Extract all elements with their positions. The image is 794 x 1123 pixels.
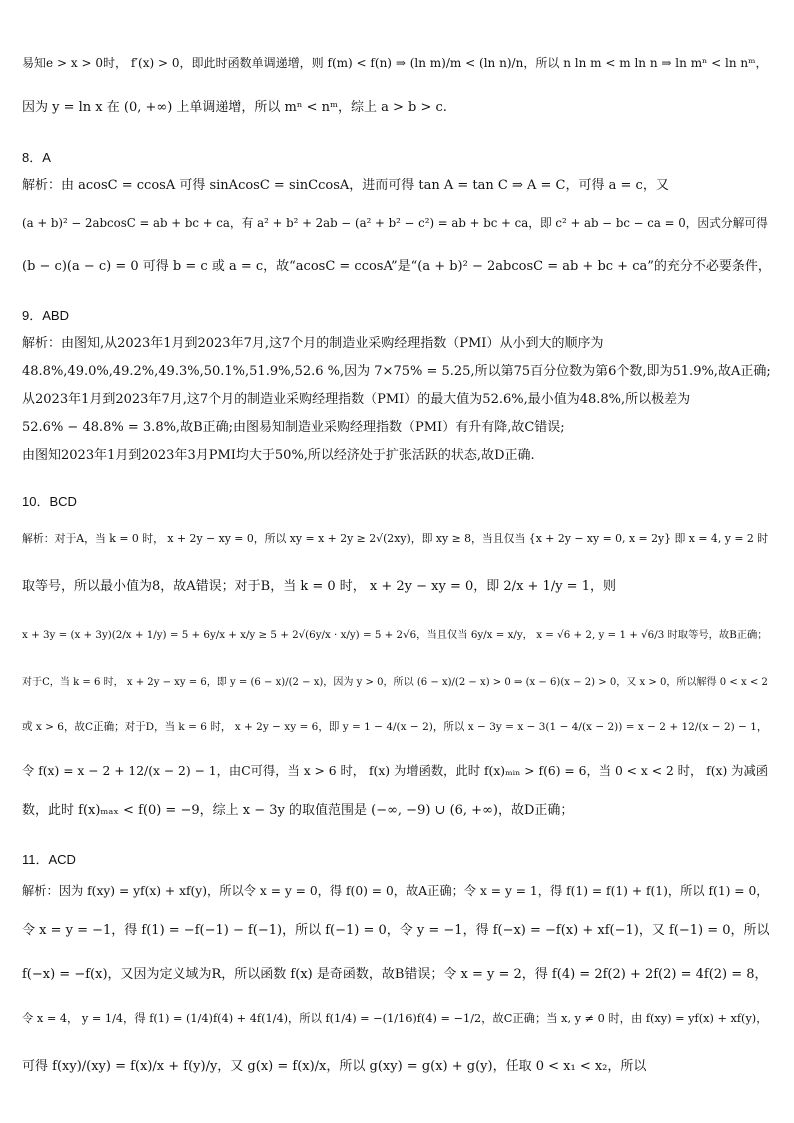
text-line: (b − c)(a − c) = 0 可得 b = c 或 a = c，故“acosC = ccosA”是“(a + b)² − 2abcosC = ab + bc + ca”的充分不必要条件， bbox=[22, 259, 771, 274]
text-line: 解析：由 acosC = ccosA 可得 sinAcosC = sinCcosA，进而可得 tan A = tan C ⇒ A = C，可得 a = c，又 bbox=[22, 178, 669, 193]
question-heading-9: 9．ABD bbox=[22, 308, 69, 323]
text-line: 由图知2023年1月到2023年3月PMI均大于50%,所以经济处于扩张活跃的状态,故D正确. bbox=[22, 448, 535, 463]
text-line: 数，此时 f(x)ₘₐₓ < f(0) = −9，综上 x − 3y 的取值范围是 (−∞, −9) ∪ (6, +∞)，故D正确； bbox=[22, 803, 574, 818]
question-heading-8: 8．A bbox=[22, 150, 51, 165]
text-line: 易知e > x > 0时， f′(x) > 0，即此时函数单调递增，则 f(m) < f(n) ⇒ (ln m)/m < (ln n)/n，所以 n ln m < m ln n ⇒ ln mⁿ < ln nᵐ， bbox=[22, 56, 768, 70]
text-line: 52.6% − 48.8% = 3.8%,故B正确;由图易知制造业采购经理指数（PMI）有升有降,故C错误; bbox=[22, 420, 565, 435]
text-line: 因为 y = ln x 在 (0, +∞) 上单调递增，所以 mⁿ < nᵐ，综上 a > b > c. bbox=[22, 100, 447, 115]
text-line: 令 f(x) = x − 2 + 12/(x − 2) − 1，由C可得，当 x > 6 时， f(x) 为增函数，此时 f(x)ₘᵢₙ > f(6) = 6，当 0 < x < 2 时， f(x) 为减函 bbox=[22, 764, 769, 778]
text-line: f(−x) = −f(x)，又因为定义域为R，所以函数 f(x) 是奇函数，故B错误；令 x = y = 2，得 f(4) = 2f(2) + 2f(2) = 4f(2) = 8， bbox=[22, 967, 768, 982]
text-line: 解析：对于A，当 k = 0 时， x + 2y − xy = 0，所以 xy = x + 2y ≥ 2√(2xy)，即 xy ≥ 8，当且仅当 {x + 2y − xy = 0, x = 2y} 即 x = 4, y = 2 时 bbox=[22, 532, 769, 545]
text-line: 48.8%,49.0%,49.2%,49.3%,50.1%,51.9%,52.6 %,因为 7×75% = 5.25,所以第75百分位数为第6个数,即为51.9%,故A正确; bbox=[22, 364, 771, 379]
question-heading-11: 11．ACD bbox=[22, 852, 76, 867]
text-line: 令 x = y = −1，得 f(1) = −f(−1) − f(−1)，所以 f(−1) = 0，令 y = −1，得 f(−x) = −f(x) + xf(−1)，又 f(−1) = 0，所以 bbox=[22, 923, 770, 938]
text-line: (a + b)² − 2abcosC = ab + bc + ca，有 a² + b² + 2ab − (a² + b² − c²) = ab + bc + ca，即 c² + ab − bc − ca = 0，因式分解可得 bbox=[22, 216, 768, 230]
text-line: x + 3y = (x + 3y)(2/x + 1/y) = 5 + 6y/x + x/y ≥ 5 + 2√(6y/x · x/y) = 5 + 2√6，当且仅当 6y/x = x/y， x = √6 + 2, y = 1 + √6/3 时取等号，故B正确； bbox=[22, 629, 768, 641]
text-line: 令 x = 4， y = 1/4，得 f(1) = (1/4)f(4) + 4f(1/4)，所以 f(1/4) = −(1/16)f(4) = −1/2，故C正确；当 x, y ≠ 0 时，由 f(xy) = yf(x) + xf(y)， bbox=[22, 1012, 768, 1025]
text-line: 从2023年1月到2023年7月,这7个月的制造业采购经理指数（PMI）的最大值为52.6%,最小值为48.8%,所以极差为 bbox=[22, 392, 691, 407]
text-line: 或 x > 6，故C正确；对于D，当 k = 6 时， x + 2y − xy = 6，即 y = 1 − 4/(x − 2)，所以 x − 3y = x − 3(1 − 4/(x − 2)) = x − 2 + 12/(x − 2) − 1， bbox=[22, 721, 768, 733]
text-line: 解析：因为 f(xy) = yf(x) + xf(y)，所以令 x = y = 0，得 f(0) = 0，故A正确；令 x = y = 1，得 f(1) = f(1) + f(1)，所以 f(1) = 0， bbox=[22, 884, 769, 898]
text-line: 可得 f(xy)/(xy) = f(x)/x + f(y)/y，又 g(x) = f(x)/x，所以 g(xy) = g(x) + g(y)，任取 0 < x₁ < x₂，所以 bbox=[22, 1059, 647, 1074]
text-line: 对于C，当 k = 6 时， x + 2y − xy = 6，即 y = (6 − x)/(2 − x)，因为 y > 0，所以 (6 − x)/(2 − x) > 0 ⇒ (x − 6)(x − 2) > 0，又 x > 0，所以解得 0 < x < 2 bbox=[22, 677, 768, 688]
question-heading-10: 10．BCD bbox=[22, 494, 77, 509]
text-line: 解析：由图知,从2023年1月到2023年7月,这7个月的制造业采购经理指数（PMI）从小到大的顺序为 bbox=[22, 336, 604, 351]
text-line: 取等号，所以最小值为8，故A错误；对于B，当 k = 0 时， x + 2y − xy = 0，即 2/x + 1/y = 1，则 bbox=[22, 579, 616, 594]
